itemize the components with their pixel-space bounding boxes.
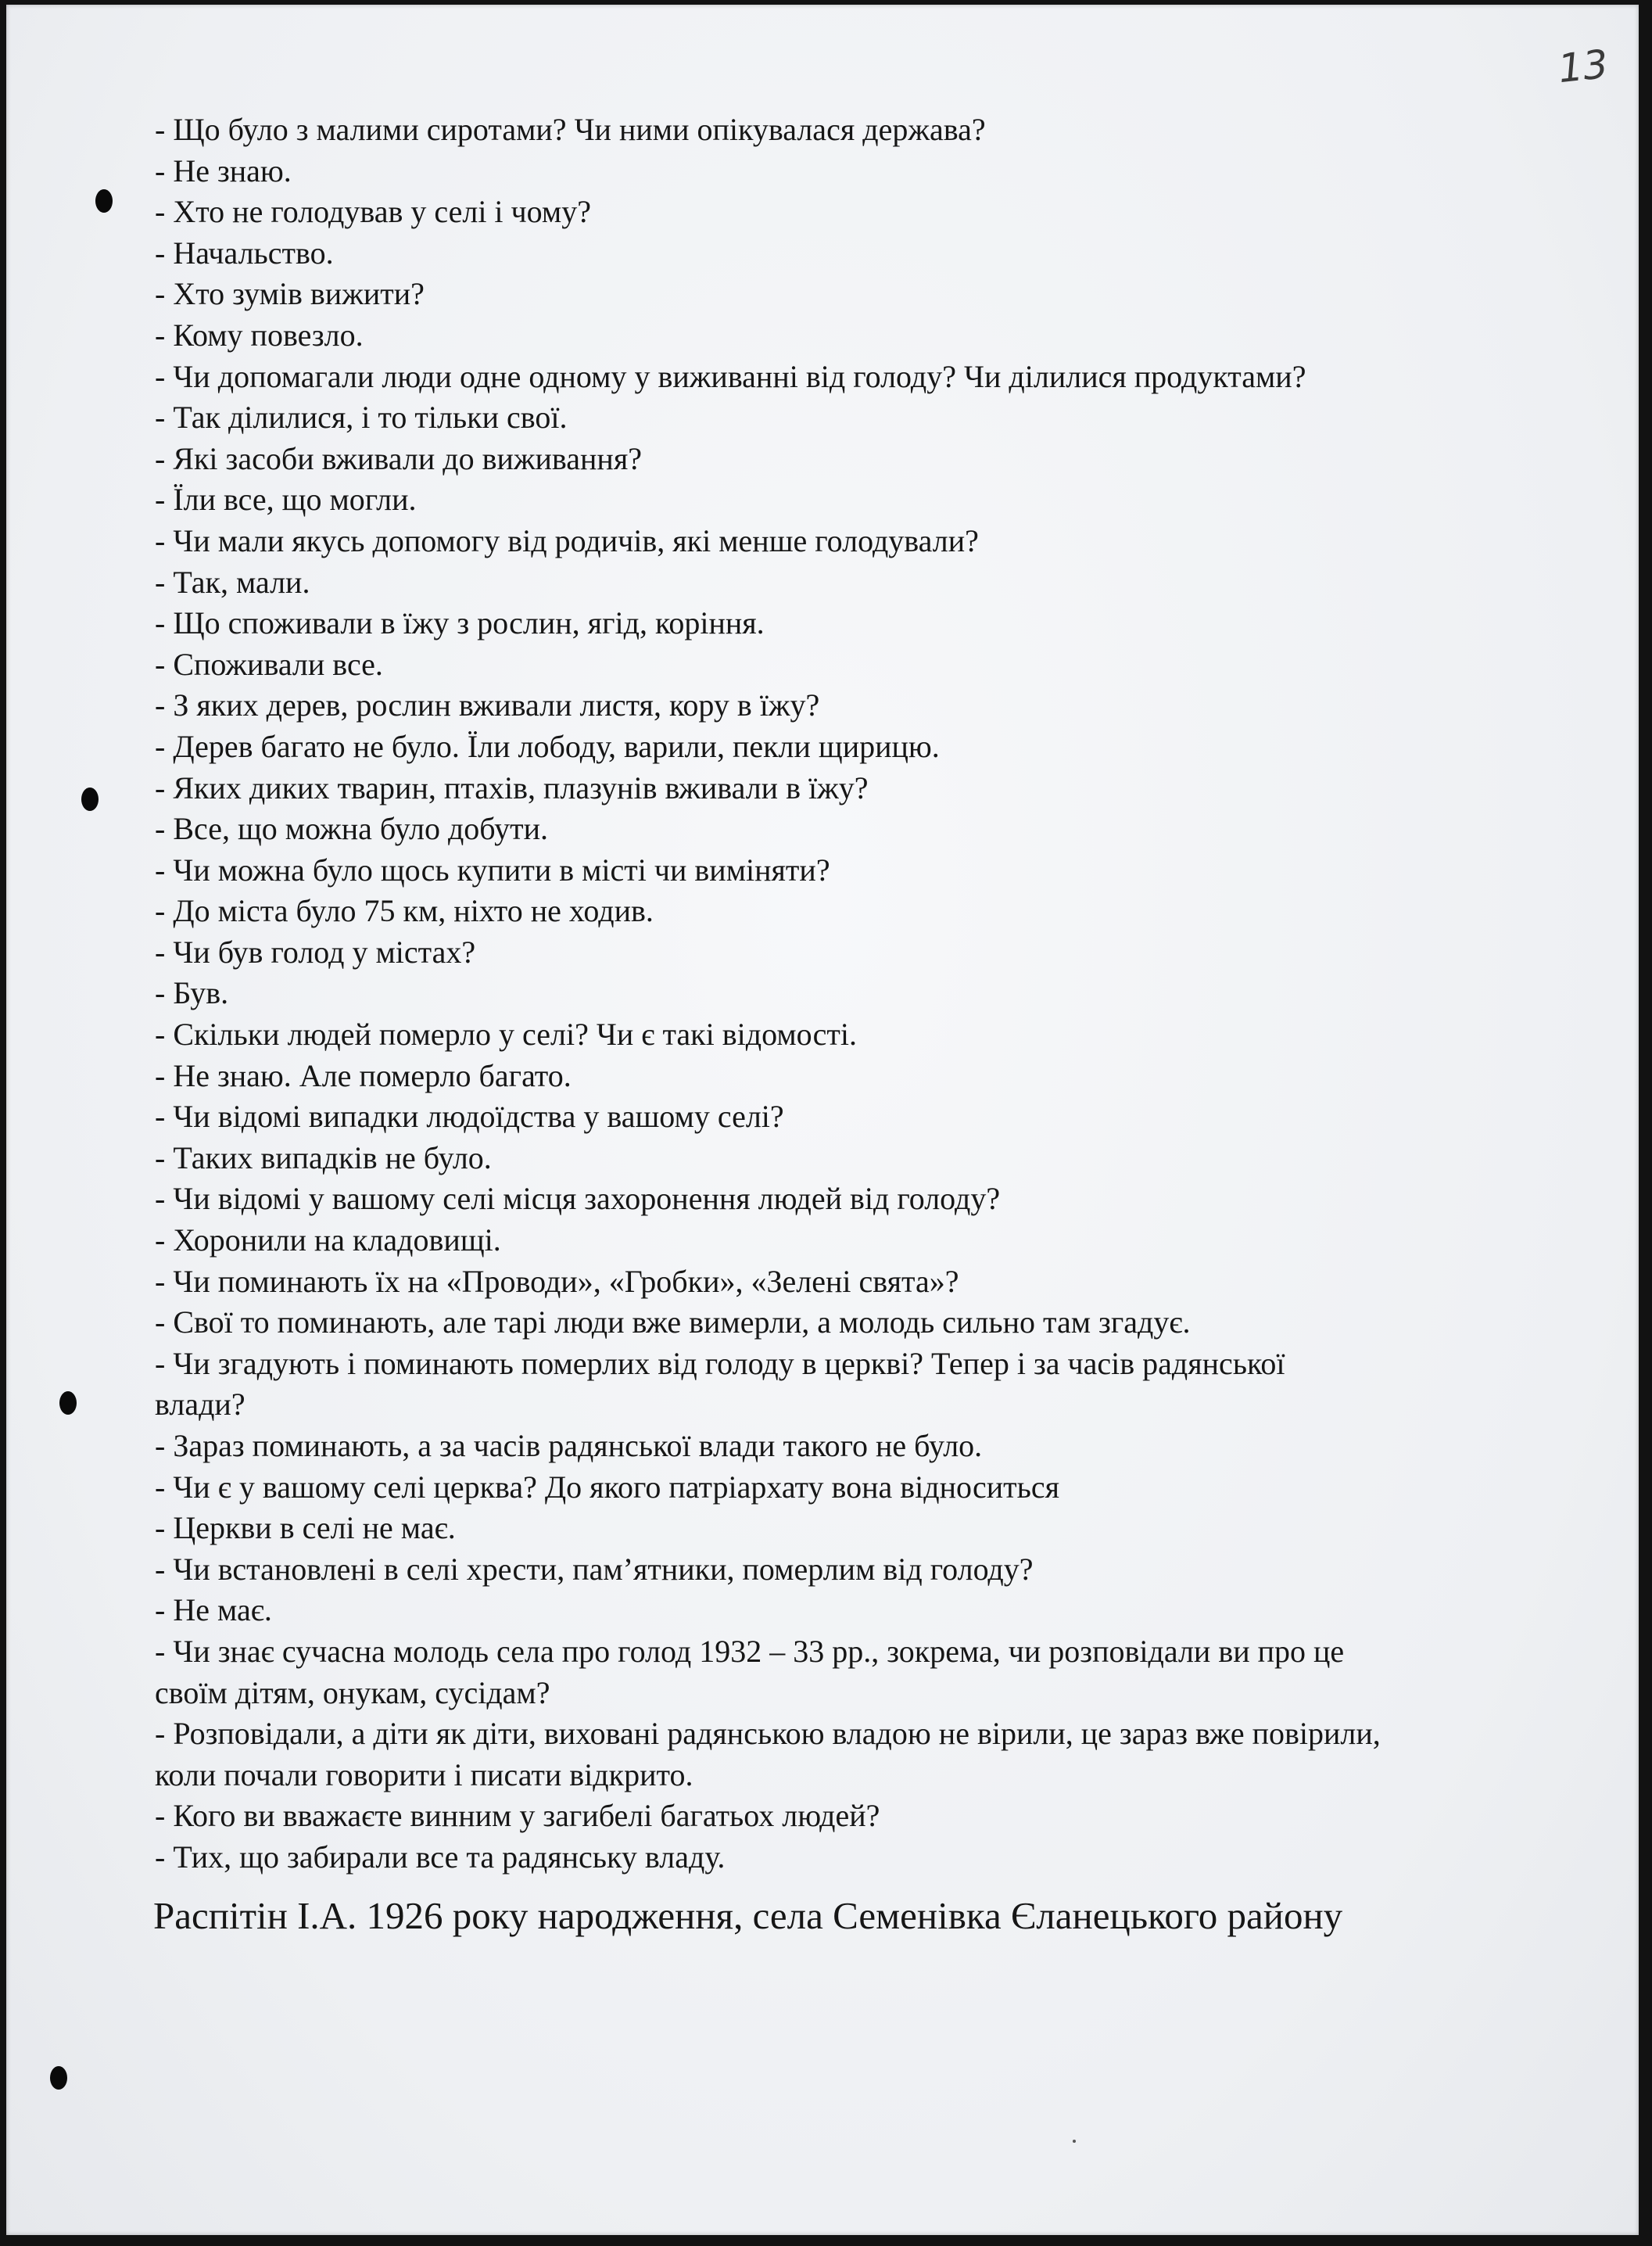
interview-transcript — [155, 109, 1617, 1878]
transcript-line: - Не має. — [155, 1592, 272, 1628]
transcript-line: - Чи допомагали люди одне одному у виживанні від голоду? Чи ділилися продуктами? — [155, 358, 1306, 394]
transcript-line: - Все, що можна було добути. — [155, 811, 549, 847]
transcript-line: - Чи відомі випадки людоїдства у вашому селі? — [155, 1099, 784, 1135]
transcript-line: - Так ділилися, і то тільки свої. — [155, 400, 568, 436]
transcript-line: - Кого ви вважаєте винним у загибелі багатьох людей? — [155, 1798, 880, 1834]
page-number: 13 — [1556, 41, 1611, 92]
transcript-line: своїм дітям, онукам, сусідам? — [155, 1674, 550, 1710]
transcript-line: - Дерев багато не було. Їли лободу, варили, пекли щирицю. — [155, 728, 940, 764]
transcript-line: - Чи поминають їх на «Проводи», «Гробки», «Зелені свята»? — [155, 1263, 959, 1299]
transcript-line: - До міста було 75 км, ніхто не ходив. — [155, 893, 654, 929]
transcript-line: - Яких диких тварин, птахів, плазунів вживали в їжу? — [155, 770, 869, 805]
transcript-line: - Хто зумів вижити? — [155, 276, 425, 312]
transcript-line: - Чи є у вашому селі церква? До якого патріархату вона відноситься — [155, 1469, 1060, 1505]
transcript-line: - Чи знає сучасна молодь села про голод 1932 – 33 рр., зокрема, чи розповідали ви про це — [155, 1633, 1345, 1669]
transcript-line: - Скільки людей померло у селі? Чи є такі відомості. — [155, 1017, 857, 1053]
transcript-line: - Чи відомі у вашому селі місця захоронення людей від голоду? — [155, 1181, 1001, 1217]
transcript-line: - З яких дерев, рослин вживали листя, кору в їжу? — [155, 687, 820, 723]
transcript-line: - Начальство. — [155, 235, 334, 271]
transcript-line: - Церкви в селі не має. — [155, 1510, 456, 1546]
transcript-line: - Чи можна було щось купити в місті чи виміняти? — [155, 852, 830, 888]
transcript-line: - Розповідали, а діти як діти, виховані радянською владою не вірили, це зараз вже повірили, — [155, 1716, 1381, 1752]
transcript-line: - Чи мали якусь допомогу від родичів, які менше голодували? — [155, 522, 979, 558]
transcript-line: - Не знаю. — [155, 152, 292, 188]
transcript-line: - Хто не голодував у селі і чому? — [155, 194, 591, 230]
transcript-line: влади? — [155, 1387, 245, 1423]
transcript-line: - Які засоби вживали до виживання? — [155, 440, 642, 476]
transcript-line: - Свої то поминають, але тарі люди вже вимерли, а молодь сильно там згадує. — [155, 1304, 1191, 1340]
transcript-line: - Кому повезло. — [155, 317, 364, 353]
transcript-line: - Чи був голод у містах? — [155, 934, 476, 970]
transcript-line: - Що було з малими сиротами? Чи ними опікувалася держава? — [155, 112, 986, 147]
transcript-line: - Зараз поминають, а за часів радянської влади такого не було. — [155, 1428, 983, 1463]
punch-hole — [50, 2066, 67, 2090]
transcript-line: - Хоронили на кладовищі. — [155, 1222, 501, 1258]
transcript-line: - Тих, що забирали все та радянську владу. — [155, 1839, 726, 1875]
punch-hole — [59, 1391, 77, 1415]
transcript-line: - Чи згадують і поминають померлих від голоду в церкві? Тепер і за часів радянської — [155, 1345, 1285, 1381]
transcript-line: - Що споживали в їжу з рослин, ягід, коріння. — [155, 605, 765, 641]
respondent-signature-line: Распітін І.А. 1926 року народження, села Семенівка Єланецького району — [153, 1894, 1343, 1937]
document-page — [6, 5, 1639, 2235]
punch-hole — [81, 788, 99, 811]
transcript-line: - Так, мали. — [155, 564, 310, 600]
transcript-line: - Їли все, що могли. — [155, 482, 417, 518]
transcript-line: - Таких випадків не було. — [155, 1139, 492, 1175]
punch-hole — [95, 189, 113, 213]
paper-speck — [1073, 2140, 1076, 2143]
transcript-line: коли почали говорити і писати відкрито. — [155, 1756, 693, 1792]
transcript-line: - Споживали все. — [155, 646, 383, 682]
transcript-line: - Був. — [155, 975, 229, 1011]
transcript-line: - Чи встановлені в селі хрести, пам’ятники, померлим від голоду? — [155, 1551, 1034, 1587]
transcript-line: - Не знаю. Але померло багато. — [155, 1057, 572, 1093]
